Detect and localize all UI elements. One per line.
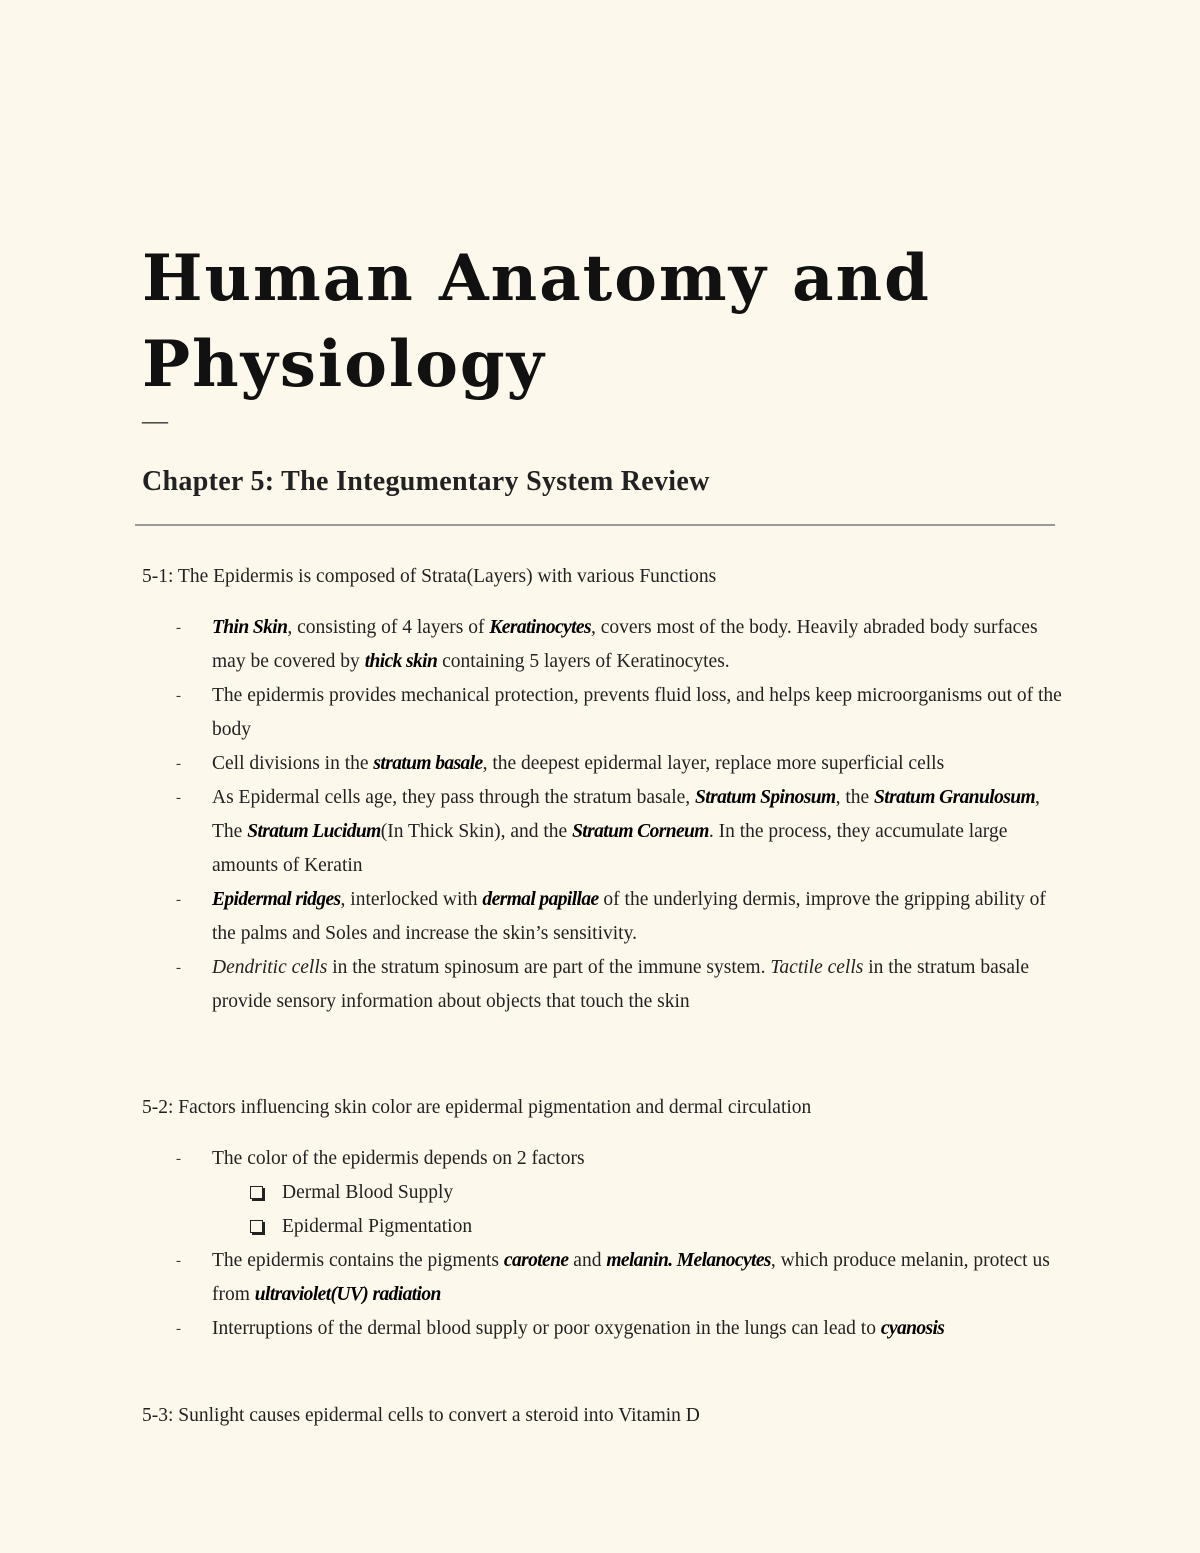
list-item [212,781,1072,883]
text-run: (In Thick Skin), and the [380,821,573,842]
text-run: The color of the epidermis depends on 2 factors [212,1148,585,1169]
text-run: , covers most of the body. Heavily abraded body surfaces may be covered by [212,617,1038,672]
text-run: and [568,1250,607,1271]
section-5-3-heading: 5-3: Sunlight causes epidermal cells to convert a steroid into Vitamin D [142,1405,700,1426]
text-run: The epidermis contains the pigments [212,1250,504,1271]
checkbox-bullet-icon [250,1186,263,1199]
text-run: in the stratum basale provide sensory information about objects that touch the skin [212,957,1030,1012]
sub-list-item [247,1210,1072,1244]
section-5-1-list [212,611,1072,1019]
text-run: , the [835,787,875,808]
title-line-1: Human Anatomy and [142,241,931,316]
list-item [212,883,1072,951]
key-term: dermal papillae [482,889,599,910]
list-item [212,747,1072,781]
key-term: Keratinocytes [489,617,591,638]
text-run: Epidermal Pigmentation [282,1216,473,1237]
text-run: The epidermis provides mechanical protection, prevents fluid loss, and helps keep microorganisms out of the body [212,685,1062,740]
text-run: containing 5 layers of Keratinocytes. [437,651,730,672]
page-title [142,236,1042,408]
text-run: Dermal Blood Supply [282,1182,454,1203]
list-item [212,951,1072,1019]
key-term: carotene [503,1250,569,1271]
text-run: in the stratum spinosum are part of the immune system. [327,957,771,978]
text-run: Cell divisions in the [212,753,374,774]
section-5-1-heading: 5-1: The Epidermis is composed of Strata(Layers) with various Functions [142,566,717,587]
list-item [212,611,1072,679]
section-5-2-heading: 5-2: Factors influencing skin color are epidermal pigmentation and dermal circulation [142,1097,812,1118]
title-line-2: Physiology [142,327,546,402]
sub-list [212,1176,1072,1244]
key-term: thick skin [364,651,438,672]
key-term: Epidermal ridges [212,889,341,910]
key-term: Stratum Corneum [572,821,709,842]
list-item [212,679,1072,747]
key-term: cyanosis [880,1318,945,1339]
text-run: As Epidermal cells age, they pass through the stratum basale, [212,787,696,808]
checkbox-bullet-icon [250,1220,263,1233]
key-term: melanin. Melanocytes [606,1250,771,1271]
section-5-2-list [212,1142,1072,1346]
key-term: Stratum Lucidum [247,821,381,842]
text-run: , The [212,787,1040,842]
key-term: ultraviolet(UV) radiation [254,1284,441,1305]
italic-term: Tactile cells [770,957,864,978]
text-run: , interlocked with [340,889,483,910]
list-item [212,1312,1072,1346]
text-run: , consisting of 4 layers of [287,617,490,638]
horizontal-divider [135,524,1055,526]
text-run: . In the process, they accumulate large amounts of Keratin [212,821,1008,876]
text-run: of the underlying dermis, improve the gripping ability of the palms and Soles and increase the skin’s sensitivity. [212,889,1046,944]
text-run: , which produce melanin, protect us from [212,1250,1050,1305]
sub-list-item [247,1176,1072,1210]
key-term: Thin Skin [212,617,288,638]
key-term: Stratum Granulosum [874,787,1036,808]
text-run: , the deepest epidermal layer, replace more superficial cells [482,753,945,774]
key-term: Stratum Spinosum [695,787,836,808]
text-run: Interruptions of the dermal blood supply or poor oxygenation in the lungs can lead to [212,1318,881,1339]
chapter-subtitle: Chapter 5: The Integumentary System Review [142,466,710,497]
key-term: stratum basale [373,753,483,774]
italic-term: Dendritic cells [212,957,328,978]
list-item [212,1142,1072,1244]
list-item [212,1244,1072,1312]
title-dash: — [142,406,168,435]
